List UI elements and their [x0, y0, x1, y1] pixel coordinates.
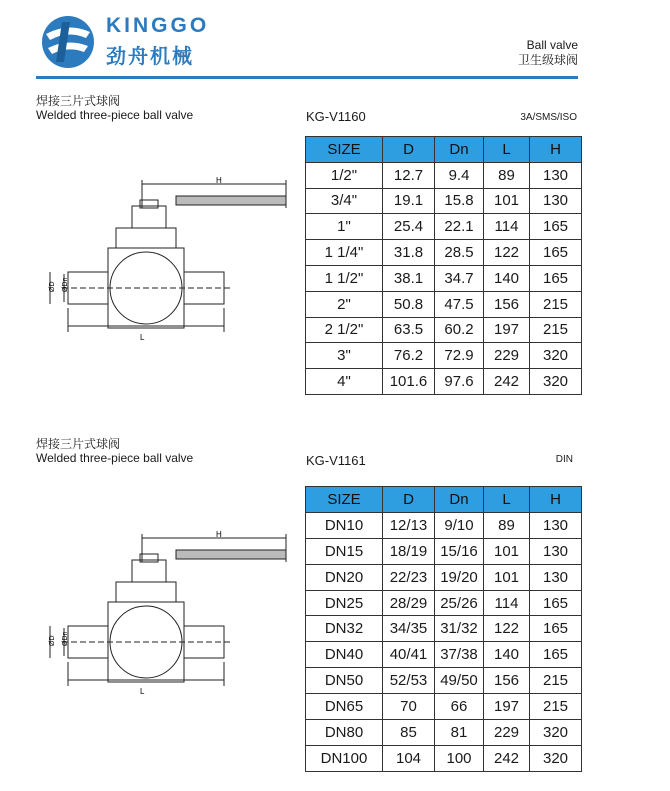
- cell-size: 1 1/4": [306, 240, 383, 266]
- table-row: [306, 162, 582, 188]
- table-row: [306, 291, 582, 317]
- drawing-1-l-label: L: [140, 333, 145, 342]
- drawing-1-d-label: ØD: [49, 281, 56, 292]
- cell-h: 165: [530, 240, 582, 266]
- col-h: H: [530, 137, 582, 163]
- cell-l: 114: [484, 590, 530, 616]
- section-2-title-cn: 焊接三片式球阀: [36, 437, 121, 451]
- table-row: [306, 694, 582, 720]
- cell-h: 215: [530, 317, 582, 343]
- section-1-title-cn: 焊接三片式球阀: [36, 94, 121, 108]
- table-row: [306, 343, 582, 369]
- cell-l: 242: [484, 745, 530, 771]
- cell-size: DN50: [306, 668, 383, 694]
- table-row: [306, 369, 582, 395]
- cell-size: DN20: [306, 564, 383, 590]
- section-1-model: KG-V1160: [306, 109, 366, 124]
- table-header-row: [306, 487, 582, 513]
- section-1-title-en: Welded three-piece ball valve: [36, 108, 194, 122]
- cell-d: 101.6: [383, 369, 435, 395]
- cell-dn: 49/50: [435, 668, 484, 694]
- cell-l: 89: [484, 162, 530, 188]
- drawing-2-dn-label: ØDn: [62, 631, 69, 646]
- cell-dn: 19/20: [435, 564, 484, 590]
- table-row: [306, 745, 582, 771]
- cell-l: 229: [484, 343, 530, 369]
- section-2-model: KG-V1161: [306, 453, 366, 468]
- cell-d: 12/13: [383, 512, 435, 538]
- cell-h: 165: [530, 642, 582, 668]
- cell-l: 101: [484, 538, 530, 564]
- cell-l: 229: [484, 720, 530, 746]
- table-row: [306, 564, 582, 590]
- cell-d: 70: [383, 694, 435, 720]
- section-2-title: [36, 437, 193, 465]
- cell-dn: 37/38: [435, 642, 484, 668]
- cell-size: 1/2": [306, 162, 383, 188]
- cell-l: 242: [484, 369, 530, 395]
- table-row: [306, 214, 582, 240]
- section-2-title-en: Welded three-piece ball valve: [36, 451, 194, 465]
- cell-size: 2": [306, 291, 383, 317]
- table-row: [306, 317, 582, 343]
- cell-dn: 97.6: [435, 369, 484, 395]
- cell-h: 215: [530, 668, 582, 694]
- cell-size: DN32: [306, 616, 383, 642]
- cell-size: DN100: [306, 745, 383, 771]
- cell-size: DN15: [306, 538, 383, 564]
- cell-d: 19.1: [383, 188, 435, 214]
- cell-l: 101: [484, 564, 530, 590]
- cell-size: 2 1/2": [306, 317, 383, 343]
- table-row: [306, 668, 582, 694]
- section-2-standard: DIN: [555, 454, 573, 465]
- cell-l: 122: [484, 616, 530, 642]
- cell-h: 320: [530, 720, 582, 746]
- cell-l: 197: [484, 694, 530, 720]
- cell-d: 31.8: [383, 240, 435, 266]
- cell-size: DN65: [306, 694, 383, 720]
- cell-h: 130: [530, 512, 582, 538]
- cell-size: 1": [306, 214, 383, 240]
- cell-h: 130: [530, 162, 582, 188]
- cell-d: 40/41: [383, 642, 435, 668]
- section-1-title: [36, 94, 193, 122]
- cell-dn: 100: [435, 745, 484, 771]
- cell-h: 165: [530, 214, 582, 240]
- drawing-2-h-label: H: [216, 530, 222, 539]
- section-1-standard: 3A/SMS/ISO: [520, 112, 577, 123]
- cell-dn: 72.9: [435, 343, 484, 369]
- spec-table-1: [305, 136, 582, 395]
- cell-d: 38.1: [383, 265, 435, 291]
- cell-l: 114: [484, 214, 530, 240]
- cell-d: 22/23: [383, 564, 435, 590]
- cell-size: 3": [306, 343, 383, 369]
- cell-dn: 25/26: [435, 590, 484, 616]
- cell-d: 12.7: [383, 162, 435, 188]
- cell-dn: 28.5: [435, 240, 484, 266]
- cell-l: 156: [484, 291, 530, 317]
- cell-h: 165: [530, 265, 582, 291]
- product-title-cn: 卫生级球阀: [517, 53, 578, 67]
- cell-h: 215: [530, 694, 582, 720]
- cell-h: 320: [530, 745, 582, 771]
- drawing-2-d-label: ØD: [49, 635, 56, 646]
- header-product: [518, 38, 578, 68]
- table-row: [306, 265, 582, 291]
- drawing-1-h-label: H: [216, 176, 222, 185]
- drawing-2-l-label: L: [140, 687, 145, 696]
- cell-h: 215: [530, 291, 582, 317]
- col-size: SIZE: [306, 137, 383, 163]
- cell-size: DN10: [306, 512, 383, 538]
- cell-d: 104: [383, 745, 435, 771]
- cell-l: 122: [484, 240, 530, 266]
- col-dn: Dn: [435, 487, 484, 513]
- cell-l: 140: [484, 265, 530, 291]
- cell-dn: 31/32: [435, 616, 484, 642]
- cell-d: 50.8: [383, 291, 435, 317]
- cell-l: 89: [484, 512, 530, 538]
- cell-l: 197: [484, 317, 530, 343]
- cell-l: 156: [484, 668, 530, 694]
- cell-d: 63.5: [383, 317, 435, 343]
- table-row: [306, 512, 582, 538]
- col-dn: Dn: [435, 137, 484, 163]
- table-row: [306, 240, 582, 266]
- cell-dn: 60.2: [435, 317, 484, 343]
- col-h: H: [530, 487, 582, 513]
- cell-size: 1 1/2": [306, 265, 383, 291]
- table-header-row: [306, 137, 582, 163]
- cell-h: 320: [530, 369, 582, 395]
- cell-dn: 66: [435, 694, 484, 720]
- cell-d: 85: [383, 720, 435, 746]
- table-row: [306, 590, 582, 616]
- col-d: D: [383, 137, 435, 163]
- product-title-en: Ball valve: [526, 38, 578, 52]
- cell-dn: 9/10: [435, 512, 484, 538]
- cell-d: 25.4: [383, 214, 435, 240]
- cell-size: 4": [306, 369, 383, 395]
- table-row: [306, 616, 582, 642]
- cell-l: 101: [484, 188, 530, 214]
- cell-h: 165: [530, 616, 582, 642]
- cell-dn: 81: [435, 720, 484, 746]
- brand-name-cn: 劲舟机械: [106, 46, 194, 68]
- cell-size: DN40: [306, 642, 383, 668]
- table-row: [306, 188, 582, 214]
- cell-h: 320: [530, 343, 582, 369]
- table-row: [306, 720, 582, 746]
- col-l: L: [484, 137, 530, 163]
- brand-name-en: KINGGO: [106, 14, 210, 37]
- table-row: [306, 642, 582, 668]
- section-2-valve-drawing: [40, 530, 290, 700]
- header-divider: [36, 76, 578, 79]
- cell-h: 165: [530, 590, 582, 616]
- cell-d: 28/29: [383, 590, 435, 616]
- cell-h: 130: [530, 564, 582, 590]
- cell-h: 130: [530, 188, 582, 214]
- cell-dn: 34.7: [435, 265, 484, 291]
- cell-d: 52/53: [383, 668, 435, 694]
- section-1-valve-drawing: [40, 176, 290, 346]
- col-l: L: [484, 487, 530, 513]
- cell-size: 3/4": [306, 188, 383, 214]
- cell-d: 76.2: [383, 343, 435, 369]
- cell-dn: 15/16: [435, 538, 484, 564]
- cell-size: DN25: [306, 590, 383, 616]
- cell-d: 18/19: [383, 538, 435, 564]
- drawing-1-dn-label: ØDn: [62, 277, 69, 292]
- spec-table-2: [305, 486, 582, 772]
- col-size: SIZE: [306, 487, 383, 513]
- cell-d: 34/35: [383, 616, 435, 642]
- cell-size: DN80: [306, 720, 383, 746]
- cell-dn: 47.5: [435, 291, 484, 317]
- table-row: [306, 538, 582, 564]
- cell-dn: 9.4: [435, 162, 484, 188]
- cell-dn: 15.8: [435, 188, 484, 214]
- cell-dn: 22.1: [435, 214, 484, 240]
- cell-l: 140: [484, 642, 530, 668]
- cell-h: 130: [530, 538, 582, 564]
- col-d: D: [383, 487, 435, 513]
